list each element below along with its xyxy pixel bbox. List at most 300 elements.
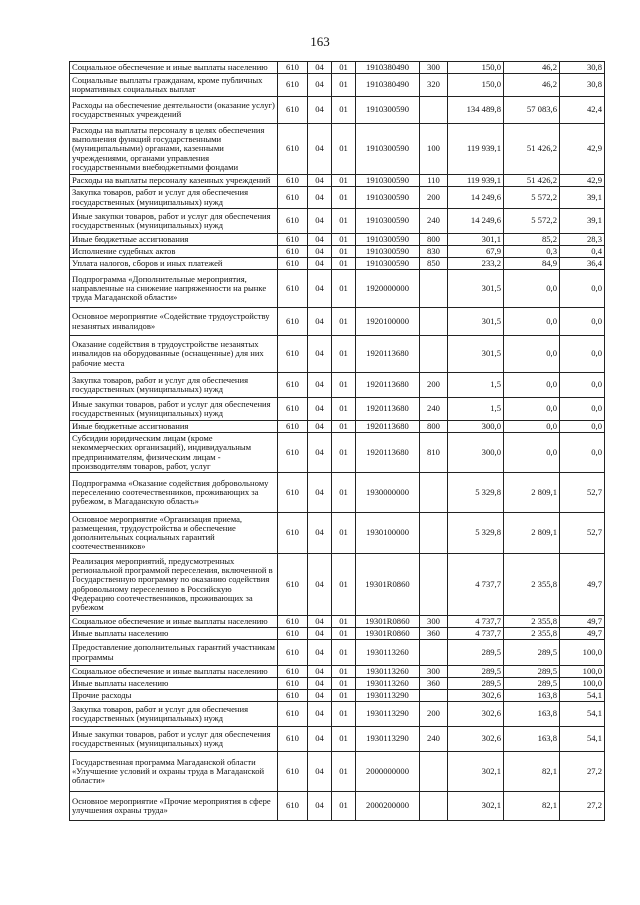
row-vr-cell: 110 bbox=[420, 175, 448, 187]
table-row bbox=[70, 308, 605, 336]
row-rz-cell: 04 bbox=[308, 433, 332, 473]
row-pr-cell: 01 bbox=[332, 702, 356, 727]
row-name-cell: Государственная программа Магаданской области «Улучшение условий и охраны труда в Магаданской области» bbox=[70, 752, 278, 792]
row-name-cell: Социальное обеспечение и иные выплаты населению bbox=[70, 616, 278, 628]
row-pct-cell: 30,8 bbox=[560, 62, 605, 74]
row-rz-cell: 04 bbox=[308, 554, 332, 616]
row-cs-cell: 1930100000 bbox=[356, 513, 420, 554]
row-rz-cell: 04 bbox=[308, 678, 332, 690]
row-fact-cell: 0,0 bbox=[504, 373, 560, 398]
table-row bbox=[70, 666, 605, 678]
row-plan-cell: 119 939,1 bbox=[448, 124, 504, 175]
row-plan-cell: 5 329,8 bbox=[448, 473, 504, 513]
row-name-cell: Расходы на выплаты персоналу казенных учреждений bbox=[70, 175, 278, 187]
row-pct-cell: 49,7 bbox=[560, 554, 605, 616]
row-rz-cell: 04 bbox=[308, 666, 332, 678]
row-plan-cell: 134 489,8 bbox=[448, 97, 504, 124]
row-cs-cell: 1920113680 bbox=[356, 336, 420, 373]
table-row bbox=[70, 270, 605, 308]
row-cs-cell: 19301R0860 bbox=[356, 616, 420, 628]
row-cs-cell: 1930113290 bbox=[356, 702, 420, 727]
row-vr-cell: 240 bbox=[420, 727, 448, 752]
row-plan-cell: 302,6 bbox=[448, 690, 504, 702]
row-pct-cell: 100,0 bbox=[560, 666, 605, 678]
row-plan-cell: 14 249,6 bbox=[448, 209, 504, 234]
row-pct-cell: 0,4 bbox=[560, 246, 605, 258]
table-row bbox=[70, 554, 605, 616]
row-gr-cell: 610 bbox=[278, 234, 308, 246]
row-cs-cell: 1930113260 bbox=[356, 678, 420, 690]
row-name-cell: Прочие расходы bbox=[70, 690, 278, 702]
row-pr-cell: 01 bbox=[332, 628, 356, 640]
row-cs-cell: 2000000000 bbox=[356, 752, 420, 792]
row-pr-cell: 01 bbox=[332, 62, 356, 74]
row-name-cell: Иные закупки товаров, работ и услуг для обеспечения государственных (муниципальных) нужд bbox=[70, 209, 278, 234]
row-cs-cell: 1920113680 bbox=[356, 421, 420, 433]
row-pr-cell: 01 bbox=[332, 258, 356, 270]
row-gr-cell: 610 bbox=[278, 270, 308, 308]
row-cs-cell: 19301R0860 bbox=[356, 554, 420, 616]
row-pr-cell: 01 bbox=[332, 209, 356, 234]
row-name-cell: Иные выплаты населению bbox=[70, 628, 278, 640]
table-row bbox=[70, 690, 605, 702]
row-gr-cell: 610 bbox=[278, 187, 308, 209]
row-vr-cell: 200 bbox=[420, 702, 448, 727]
row-plan-cell: 14 249,6 bbox=[448, 187, 504, 209]
row-plan-cell: 301,1 bbox=[448, 234, 504, 246]
row-vr-cell bbox=[420, 752, 448, 792]
row-rz-cell: 04 bbox=[308, 792, 332, 821]
row-pct-cell: 54,1 bbox=[560, 690, 605, 702]
row-pct-cell: 39,1 bbox=[560, 209, 605, 234]
row-gr-cell: 610 bbox=[278, 678, 308, 690]
table-row bbox=[70, 752, 605, 792]
row-name-cell: Социальное обеспечение и иные выплаты населению bbox=[70, 666, 278, 678]
row-pct-cell: 52,7 bbox=[560, 513, 605, 554]
row-pct-cell: 49,7 bbox=[560, 616, 605, 628]
row-gr-cell: 610 bbox=[278, 308, 308, 336]
row-pr-cell: 01 bbox=[332, 97, 356, 124]
row-gr-cell: 610 bbox=[278, 97, 308, 124]
row-cs-cell: 1910300590 bbox=[356, 187, 420, 209]
row-name-cell: Иные закупки товаров, работ и услуг для обеспечения государственных (муниципальных) нужд bbox=[70, 398, 278, 421]
row-fact-cell: 289,5 bbox=[504, 640, 560, 666]
row-pct-cell: 100,0 bbox=[560, 678, 605, 690]
row-cs-cell: 1910300590 bbox=[356, 234, 420, 246]
row-plan-cell: 1,5 bbox=[448, 373, 504, 398]
row-gr-cell: 610 bbox=[278, 628, 308, 640]
row-vr-cell bbox=[420, 308, 448, 336]
row-fact-cell: 51 426,2 bbox=[504, 175, 560, 187]
row-plan-cell: 4 737,7 bbox=[448, 628, 504, 640]
row-fact-cell: 2 355,8 bbox=[504, 616, 560, 628]
row-vr-cell: 830 bbox=[420, 246, 448, 258]
row-name-cell: Основное мероприятие «Организация приема, размещения, трудоустройства и обеспечение дополнительных социальных гарантий соотечественников» bbox=[70, 513, 278, 554]
row-pr-cell: 01 bbox=[332, 336, 356, 373]
row-pct-cell: 27,2 bbox=[560, 792, 605, 821]
row-rz-cell: 04 bbox=[308, 702, 332, 727]
row-vr-cell bbox=[420, 513, 448, 554]
row-pr-cell: 01 bbox=[332, 421, 356, 433]
row-name-cell: Предоставление дополнительных гарантий участникам программы bbox=[70, 640, 278, 666]
row-rz-cell: 04 bbox=[308, 258, 332, 270]
row-gr-cell: 610 bbox=[278, 554, 308, 616]
row-gr-cell: 610 bbox=[278, 74, 308, 97]
row-pr-cell: 01 bbox=[332, 433, 356, 473]
row-cs-cell: 1920000000 bbox=[356, 270, 420, 308]
row-fact-cell: 5 572,2 bbox=[504, 187, 560, 209]
row-name-cell: Уплата налогов, сборов и иных платежей bbox=[70, 258, 278, 270]
row-plan-cell: 289,5 bbox=[448, 678, 504, 690]
row-fact-cell: 84,9 bbox=[504, 258, 560, 270]
row-pct-cell: 52,7 bbox=[560, 473, 605, 513]
row-gr-cell: 610 bbox=[278, 62, 308, 74]
row-pct-cell: 54,1 bbox=[560, 727, 605, 752]
table-row bbox=[70, 246, 605, 258]
row-vr-cell: 320 bbox=[420, 74, 448, 97]
row-gr-cell: 610 bbox=[278, 473, 308, 513]
row-pct-cell: 100,0 bbox=[560, 640, 605, 666]
table-row bbox=[70, 209, 605, 234]
row-name-cell: Основное мероприятие «Прочие мероприятия в сфере улучшения охраны труда» bbox=[70, 792, 278, 821]
row-pct-cell: 0,0 bbox=[560, 433, 605, 473]
row-gr-cell: 610 bbox=[278, 727, 308, 752]
row-fact-cell: 0,3 bbox=[504, 246, 560, 258]
row-cs-cell: 1930113290 bbox=[356, 690, 420, 702]
row-vr-cell: 800 bbox=[420, 421, 448, 433]
row-pr-cell: 01 bbox=[332, 473, 356, 513]
row-vr-cell bbox=[420, 792, 448, 821]
table-row bbox=[70, 187, 605, 209]
table-row bbox=[70, 628, 605, 640]
row-pct-cell: 39,1 bbox=[560, 187, 605, 209]
row-rz-cell: 04 bbox=[308, 270, 332, 308]
row-plan-cell: 4 737,7 bbox=[448, 616, 504, 628]
row-name-cell: Социальные выплаты гражданам, кроме публичных нормативных социальных выплат bbox=[70, 74, 278, 97]
row-plan-cell: 300,0 bbox=[448, 421, 504, 433]
row-vr-cell: 240 bbox=[420, 398, 448, 421]
row-rz-cell: 04 bbox=[308, 473, 332, 513]
row-gr-cell: 610 bbox=[278, 373, 308, 398]
row-vr-cell: 800 bbox=[420, 234, 448, 246]
row-pct-cell: 49,7 bbox=[560, 628, 605, 640]
row-gr-cell: 610 bbox=[278, 640, 308, 666]
row-plan-cell: 289,5 bbox=[448, 640, 504, 666]
row-cs-cell: 1930113260 bbox=[356, 640, 420, 666]
row-plan-cell: 5 329,8 bbox=[448, 513, 504, 554]
row-rz-cell: 04 bbox=[308, 373, 332, 398]
row-rz-cell: 04 bbox=[308, 513, 332, 554]
row-rz-cell: 04 bbox=[308, 640, 332, 666]
row-fact-cell: 0,0 bbox=[504, 421, 560, 433]
row-pr-cell: 01 bbox=[332, 513, 356, 554]
row-fact-cell: 51 426,2 bbox=[504, 124, 560, 175]
row-name-cell: Иные бюджетные ассигнования bbox=[70, 234, 278, 246]
row-pr-cell: 01 bbox=[332, 666, 356, 678]
row-cs-cell: 1910380490 bbox=[356, 74, 420, 97]
row-cs-cell: 1930113260 bbox=[356, 666, 420, 678]
row-name-cell: Подпрограмма «Дополнительные мероприятия, направленные на снижение напряженности на рынке труда Магаданской области» bbox=[70, 270, 278, 308]
table-row bbox=[70, 258, 605, 270]
table-row bbox=[70, 792, 605, 821]
row-pr-cell: 01 bbox=[332, 792, 356, 821]
row-pct-cell: 42,9 bbox=[560, 175, 605, 187]
row-gr-cell: 610 bbox=[278, 124, 308, 175]
table-row bbox=[70, 433, 605, 473]
row-rz-cell: 04 bbox=[308, 421, 332, 433]
row-name-cell: Реализация мероприятий, предусмотренных региональной программой переселения, включенной в Государственную программу по оказанию содействия добровольному переселению в Российскую Федерацию соотечественников, проживающих за рубежом bbox=[70, 554, 278, 616]
row-name-cell: Иные бюджетные ассигнования bbox=[70, 421, 278, 433]
row-vr-cell: 200 bbox=[420, 373, 448, 398]
row-gr-cell: 610 bbox=[278, 398, 308, 421]
row-pr-cell: 01 bbox=[332, 752, 356, 792]
row-cs-cell: 1920113680 bbox=[356, 433, 420, 473]
row-pct-cell: 0,0 bbox=[560, 336, 605, 373]
row-cs-cell: 1910300590 bbox=[356, 97, 420, 124]
row-cs-cell: 2000200000 bbox=[356, 792, 420, 821]
row-rz-cell: 04 bbox=[308, 246, 332, 258]
row-rz-cell: 04 bbox=[308, 175, 332, 187]
row-plan-cell: 67,9 bbox=[448, 246, 504, 258]
row-pr-cell: 01 bbox=[332, 234, 356, 246]
row-rz-cell: 04 bbox=[308, 124, 332, 175]
row-name-cell: Оказание содействия в трудоустройстве незанятых инвалидов на оборудованные (оснащенные) для них рабочие места bbox=[70, 336, 278, 373]
row-gr-cell: 610 bbox=[278, 690, 308, 702]
row-rz-cell: 04 bbox=[308, 690, 332, 702]
row-name-cell: Расходы на выплаты персоналу в целях обеспечения выполнения функций государственными (муниципальными) органами, казенными учреждениями, органами управления государственными внебюджетными фондами bbox=[70, 124, 278, 175]
row-rz-cell: 04 bbox=[308, 308, 332, 336]
row-fact-cell: 2 809,1 bbox=[504, 473, 560, 513]
row-vr-cell bbox=[420, 473, 448, 513]
row-vr-cell: 300 bbox=[420, 666, 448, 678]
row-gr-cell: 610 bbox=[278, 336, 308, 373]
row-vr-cell: 240 bbox=[420, 209, 448, 234]
row-pct-cell: 0,0 bbox=[560, 270, 605, 308]
row-vr-cell: 300 bbox=[420, 616, 448, 628]
row-pr-cell: 01 bbox=[332, 690, 356, 702]
row-fact-cell: 82,1 bbox=[504, 752, 560, 792]
table-row bbox=[70, 421, 605, 433]
row-plan-cell: 150,0 bbox=[448, 74, 504, 97]
table-row bbox=[70, 175, 605, 187]
row-cs-cell: 1910380490 bbox=[356, 62, 420, 74]
row-vr-cell: 360 bbox=[420, 628, 448, 640]
row-name-cell: Основное мероприятие «Содействие трудоустройству незанятых инвалидов» bbox=[70, 308, 278, 336]
row-vr-cell bbox=[420, 690, 448, 702]
row-gr-cell: 610 bbox=[278, 433, 308, 473]
table-row bbox=[70, 62, 605, 74]
row-rz-cell: 04 bbox=[308, 616, 332, 628]
row-vr-cell bbox=[420, 336, 448, 373]
row-fact-cell: 2 355,8 bbox=[504, 554, 560, 616]
row-name-cell: Иные закупки товаров, работ и услуг для обеспечения государственных (муниципальных) нужд bbox=[70, 727, 278, 752]
row-fact-cell: 289,5 bbox=[504, 678, 560, 690]
table-row bbox=[70, 702, 605, 727]
row-vr-cell: 850 bbox=[420, 258, 448, 270]
row-rz-cell: 04 bbox=[308, 398, 332, 421]
row-rz-cell: 04 bbox=[308, 752, 332, 792]
row-gr-cell: 610 bbox=[278, 616, 308, 628]
row-plan-cell: 119 939,1 bbox=[448, 175, 504, 187]
row-pct-cell: 54,1 bbox=[560, 702, 605, 727]
row-fact-cell: 5 572,2 bbox=[504, 209, 560, 234]
table-row bbox=[70, 513, 605, 554]
row-plan-cell: 301,5 bbox=[448, 336, 504, 373]
table-row bbox=[70, 727, 605, 752]
row-fact-cell: 82,1 bbox=[504, 792, 560, 821]
table-row bbox=[70, 640, 605, 666]
row-cs-cell: 1910300590 bbox=[356, 209, 420, 234]
row-rz-cell: 04 bbox=[308, 234, 332, 246]
budget-table bbox=[69, 61, 605, 821]
row-plan-cell: 301,5 bbox=[448, 308, 504, 336]
row-rz-cell: 04 bbox=[308, 336, 332, 373]
row-gr-cell: 610 bbox=[278, 175, 308, 187]
row-name-cell: Расходы на обеспечение деятельности (оказание услуг) государственных учреждений bbox=[70, 97, 278, 124]
row-name-cell: Закупка товаров, работ и услуг для обеспечения государственных (муниципальных) нужд bbox=[70, 187, 278, 209]
row-name-cell: Субсидии юридическим лицам (кроме некоммерческих организаций), индивидуальным предпринимателям, физическим лицам - производителям товаров, работ, услуг bbox=[70, 433, 278, 473]
row-cs-cell: 1910300590 bbox=[356, 124, 420, 175]
row-rz-cell: 04 bbox=[308, 209, 332, 234]
row-pct-cell: 0,0 bbox=[560, 421, 605, 433]
budget-table-body bbox=[70, 62, 605, 821]
row-rz-cell: 04 bbox=[308, 187, 332, 209]
table-row bbox=[70, 398, 605, 421]
row-name-cell: Закупка товаров, работ и услуг для обеспечения государственных (муниципальных) нужд bbox=[70, 702, 278, 727]
row-pct-cell: 28,3 bbox=[560, 234, 605, 246]
row-plan-cell: 302,6 bbox=[448, 727, 504, 752]
row-name-cell: Социальное обеспечение и иные выплаты населению bbox=[70, 62, 278, 74]
row-pr-cell: 01 bbox=[332, 74, 356, 97]
row-gr-cell: 610 bbox=[278, 702, 308, 727]
row-cs-cell: 1910300590 bbox=[356, 175, 420, 187]
row-fact-cell: 46,2 bbox=[504, 62, 560, 74]
row-pr-cell: 01 bbox=[332, 187, 356, 209]
row-cs-cell: 1920113680 bbox=[356, 398, 420, 421]
row-plan-cell: 289,5 bbox=[448, 666, 504, 678]
row-pr-cell: 01 bbox=[332, 270, 356, 308]
row-fact-cell: 85,2 bbox=[504, 234, 560, 246]
row-pr-cell: 01 bbox=[332, 373, 356, 398]
row-plan-cell: 300,0 bbox=[448, 433, 504, 473]
table-row bbox=[70, 678, 605, 690]
row-pct-cell: 27,2 bbox=[560, 752, 605, 792]
row-plan-cell: 150,0 bbox=[448, 62, 504, 74]
table-row bbox=[70, 97, 605, 124]
row-fact-cell: 163,8 bbox=[504, 727, 560, 752]
row-cs-cell: 19301R0860 bbox=[356, 628, 420, 640]
row-rz-cell: 04 bbox=[308, 74, 332, 97]
row-fact-cell: 0,0 bbox=[504, 270, 560, 308]
row-fact-cell: 163,8 bbox=[504, 702, 560, 727]
row-pct-cell: 0,0 bbox=[560, 398, 605, 421]
row-pct-cell: 36,4 bbox=[560, 258, 605, 270]
row-gr-cell: 610 bbox=[278, 752, 308, 792]
table-row bbox=[70, 74, 605, 97]
row-vr-cell: 200 bbox=[420, 187, 448, 209]
row-vr-cell: 300 bbox=[420, 62, 448, 74]
row-gr-cell: 610 bbox=[278, 209, 308, 234]
row-fact-cell: 57 083,6 bbox=[504, 97, 560, 124]
row-plan-cell: 4 737,7 bbox=[448, 554, 504, 616]
row-pr-cell: 01 bbox=[332, 727, 356, 752]
row-vr-cell bbox=[420, 640, 448, 666]
row-vr-cell bbox=[420, 554, 448, 616]
row-cs-cell: 1920100000 bbox=[356, 308, 420, 336]
row-pct-cell: 42,4 bbox=[560, 97, 605, 124]
row-name-cell: Иные выплаты населению bbox=[70, 678, 278, 690]
row-vr-cell bbox=[420, 97, 448, 124]
row-pr-cell: 01 bbox=[332, 124, 356, 175]
row-vr-cell: 810 bbox=[420, 433, 448, 473]
row-rz-cell: 04 bbox=[308, 727, 332, 752]
row-pct-cell: 30,8 bbox=[560, 74, 605, 97]
table-row bbox=[70, 473, 605, 513]
row-name-cell: Исполнение судебных актов bbox=[70, 246, 278, 258]
row-rz-cell: 04 bbox=[308, 62, 332, 74]
row-pct-cell: 42,9 bbox=[560, 124, 605, 175]
row-gr-cell: 610 bbox=[278, 513, 308, 554]
row-cs-cell: 1930000000 bbox=[356, 473, 420, 513]
row-plan-cell: 302,6 bbox=[448, 702, 504, 727]
row-name-cell: Подпрограмма «Оказание содействия добровольному переселению соотечественников, проживающих за рубежом, в Магаданскую область» bbox=[70, 473, 278, 513]
row-fact-cell: 0,0 bbox=[504, 433, 560, 473]
row-plan-cell: 302,1 bbox=[448, 752, 504, 792]
row-gr-cell: 610 bbox=[278, 246, 308, 258]
row-pr-cell: 01 bbox=[332, 640, 356, 666]
row-pr-cell: 01 bbox=[332, 678, 356, 690]
table-row bbox=[70, 373, 605, 398]
row-cs-cell: 1930113290 bbox=[356, 727, 420, 752]
row-pct-cell: 0,0 bbox=[560, 373, 605, 398]
row-rz-cell: 04 bbox=[308, 97, 332, 124]
row-gr-cell: 610 bbox=[278, 792, 308, 821]
row-vr-cell bbox=[420, 270, 448, 308]
row-fact-cell: 289,5 bbox=[504, 666, 560, 678]
row-pct-cell: 0,0 bbox=[560, 308, 605, 336]
table-row bbox=[70, 234, 605, 246]
row-gr-cell: 610 bbox=[278, 666, 308, 678]
row-fact-cell: 46,2 bbox=[504, 74, 560, 97]
row-plan-cell: 1,5 bbox=[448, 398, 504, 421]
row-pr-cell: 01 bbox=[332, 554, 356, 616]
row-gr-cell: 610 bbox=[278, 421, 308, 433]
row-pr-cell: 01 bbox=[332, 175, 356, 187]
page-number: 163 bbox=[310, 34, 330, 49]
row-pr-cell: 01 bbox=[332, 616, 356, 628]
row-fact-cell: 2 809,1 bbox=[504, 513, 560, 554]
table-row bbox=[70, 124, 605, 175]
table-row bbox=[70, 616, 605, 628]
row-name-cell: Закупка товаров, работ и услуг для обеспечения государственных (муниципальных) нужд bbox=[70, 373, 278, 398]
row-fact-cell: 0,0 bbox=[504, 398, 560, 421]
row-plan-cell: 302,1 bbox=[448, 792, 504, 821]
row-cs-cell: 1920113680 bbox=[356, 373, 420, 398]
row-pr-cell: 01 bbox=[332, 246, 356, 258]
row-vr-cell: 360 bbox=[420, 678, 448, 690]
row-fact-cell: 163,8 bbox=[504, 690, 560, 702]
row-cs-cell: 1910300590 bbox=[356, 258, 420, 270]
row-plan-cell: 301,5 bbox=[448, 270, 504, 308]
row-plan-cell: 233,2 bbox=[448, 258, 504, 270]
row-pr-cell: 01 bbox=[332, 398, 356, 421]
row-pr-cell: 01 bbox=[332, 308, 356, 336]
row-cs-cell: 1910300590 bbox=[356, 246, 420, 258]
row-vr-cell: 100 bbox=[420, 124, 448, 175]
table-row bbox=[70, 336, 605, 373]
row-fact-cell: 0,0 bbox=[504, 308, 560, 336]
row-rz-cell: 04 bbox=[308, 628, 332, 640]
